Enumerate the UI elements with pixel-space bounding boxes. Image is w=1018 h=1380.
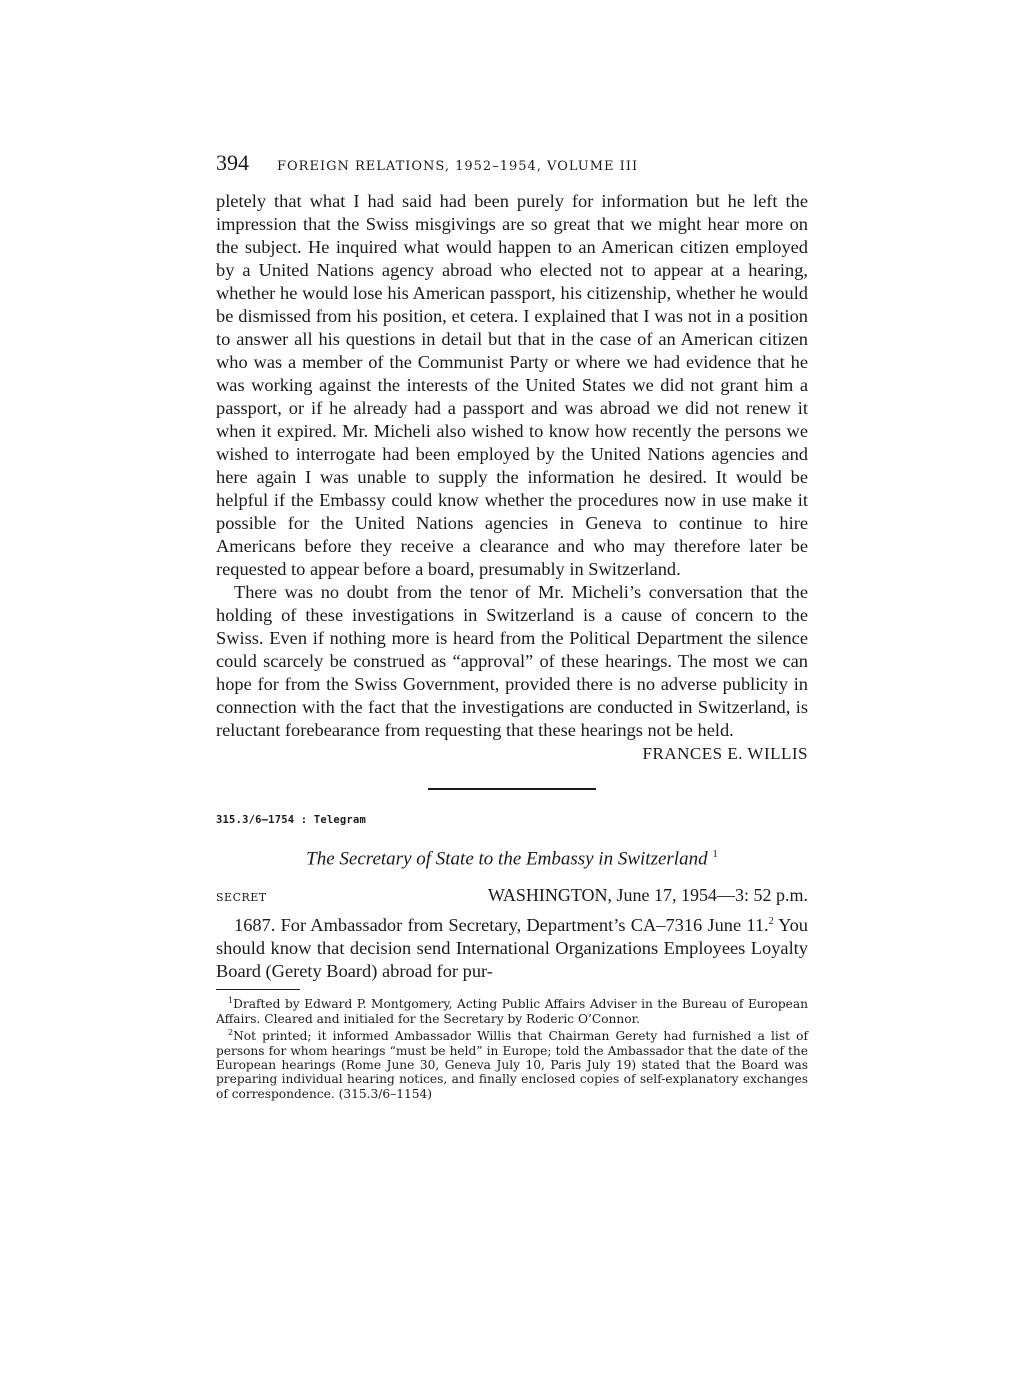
- document-heading: [216, 842, 808, 871]
- paragraph-2: There was no doubt from the tenor of Mr. Micheli’s conversation that the holding of these investigations in Switzerland is a cause of concern to the Swiss. Even if nothing more is heard from the Political Department the silence could scarcely be construed as “approval” of these hearings. The most we can hope for from the Swiss Government, provided there is no adverse publicity in connection with the fact that the investigations are conducted in Switzerland, is reluctant forebearance from requesting that these hearings not be held.: [216, 582, 808, 740]
- footnote-2-text: Not printed; it informed Ambassador Willis that Chairman Gerety had furnished a list of persons for whom hearings “must be held” in Europe; told the Ambassador that the date of the European hearings (Rome June 30, Geneva July 10, Paris July 19) stated that the Board was preparing individual hearing notices, and finally enclosed copies of self-explanatory exchanges of correspondence. (315.3/6–1154): [216, 1029, 808, 1101]
- dateline: [488, 885, 808, 906]
- telegram-text: [216, 914, 808, 983]
- footnote-rule: [216, 989, 300, 990]
- footnote-1-text: Drafted by Edward P. Montgomery, Acting Public Affairs Adviser in the Bureau of European Affairs. Cleared and initialed for the Secretary by Roderic O’Connor.: [216, 997, 808, 1026]
- classification: SECRET: [216, 891, 267, 905]
- running-title: FOREIGN RELATIONS, 1952–1954, VOLUME III: [277, 159, 639, 174]
- page-number: 394: [216, 150, 249, 175]
- dateline-date: , June 17, 1954—3: 52 p.m.: [607, 885, 808, 906]
- signature-name: FRANCES E. WILLIS: [642, 744, 808, 763]
- footnote-1: [216, 994, 808, 1026]
- document-heading-text: The Secretary of State to the Embassy in Switzerland: [306, 848, 708, 870]
- footnote-2-marker: 2: [228, 1028, 234, 1038]
- telegram-text-end: You should know that decision send International Organizations Employees Loyalty Board (Gerety Board) abroad for pur-: [216, 915, 809, 982]
- document-page: [216, 150, 808, 1101]
- dateline-row: [216, 885, 808, 906]
- running-head: [216, 150, 808, 176]
- footnote-1-marker: 1: [228, 996, 234, 1006]
- footnote-ref-1: 1: [712, 848, 718, 860]
- footnote-2: [216, 1026, 808, 1101]
- section-divider: [428, 788, 596, 790]
- footnote-ref-2: 2: [768, 916, 774, 928]
- dateline-place: WASHINGTON: [487, 885, 608, 906]
- telegram-text-start: 1687. For Ambassador from Secretary, Department’s CA–7316 June 11.: [234, 915, 769, 936]
- paragraph-1: pletely that what I had said had been purely for information but he left the impression that the Swiss misgivings are so great that we might hear more on the subject. He inquired what would happen to an American citizen employed by a United Nations agency abroad who elected not to appear at a hearing, whether he would lose his American passport, his citizenship, whether he would be dismissed from his position, et cetera. I explained that I was not in a position to answer all his questions in detail but that in the case of an American citizen who was a member of the Communist Party or where we had evidence that he was working against the interests of the United States we did not grant him a passport, or if he already had a passport and was abroad we did not renew it when it expired. Mr. Micheli also wished to know how recently the persons we wished to interrogate had been employed by the United Nations agencies and here again I was unable to supply the information he desired. It would be helpful if the Embassy could know whether the procedures now in use make it possible for the United Nations agencies in Geneva to continue to hire Americans before they receive a clearance and who may therefore later be requested to appear before a board, presumably in Switzerland.: [216, 191, 808, 579]
- signature: [216, 742, 808, 765]
- document-reference: 315.3/6–1754 : Telegram: [216, 814, 366, 826]
